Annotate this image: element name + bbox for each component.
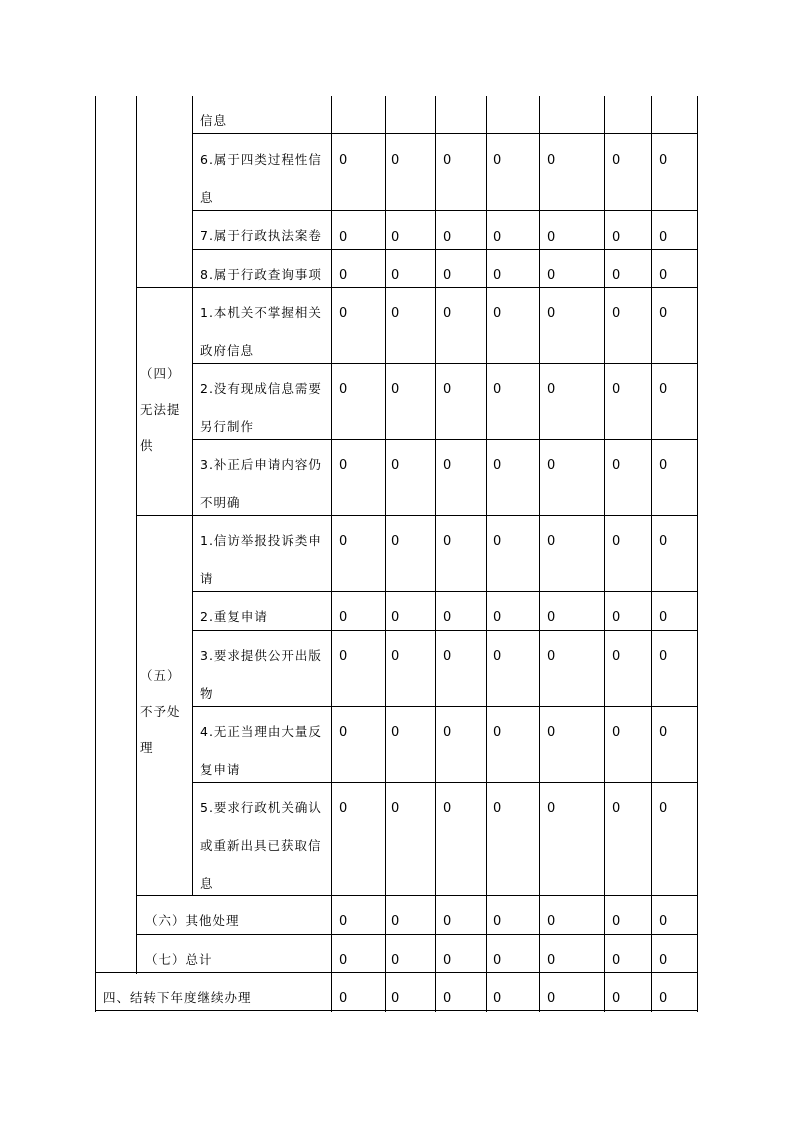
row-label: （六）其他处理 (145, 913, 240, 928)
table-cell-value: 0 (659, 914, 668, 929)
table-cell-value: 0 (443, 610, 452, 625)
table-cell-value: 0 (443, 991, 452, 1006)
table-cell-value: 0 (339, 649, 348, 664)
table-cell-value: 0 (391, 153, 400, 168)
row-label: 1.本机关不掌握相关 政府信息 (200, 305, 322, 358)
table-cell-value: 0 (391, 230, 400, 245)
table-cell-value: 0 (493, 953, 502, 968)
table-cell-value: 0 (339, 725, 348, 740)
table-cell-value: 0 (391, 991, 400, 1006)
row-label: （七）总计 (145, 952, 213, 967)
table-cell-value: 0 (339, 610, 348, 625)
table-cell-value: 0 (612, 725, 621, 740)
table-cell-value: 0 (391, 268, 400, 283)
table-divider-v5 (604, 96, 605, 1012)
table-cell-value: 0 (659, 306, 668, 321)
table-cell-value: 0 (391, 534, 400, 549)
table-cell-value: 0 (547, 914, 556, 929)
table-cell-value: 0 (391, 458, 400, 473)
table-cell-value: 0 (391, 610, 400, 625)
table-cell-value: 0 (612, 230, 621, 245)
row-label: 2.没有现成信息需要 另行制作 (200, 381, 322, 434)
table-cell-value: 0 (659, 991, 668, 1006)
table-divider-v3 (486, 96, 487, 1012)
table-cell-value: 0 (547, 649, 556, 664)
table-cell-value: 0 (339, 953, 348, 968)
row-label: 6.属于四类过程性信 息 (200, 152, 322, 205)
table-cell-value: 0 (443, 230, 452, 245)
table-cell-value: 0 (659, 382, 668, 397)
table-cell-value: 0 (443, 534, 452, 549)
table-cell-value: 0 (659, 534, 668, 549)
table-cell-value: 0 (391, 382, 400, 397)
row-label: 四、结转下年度继续办理 (103, 990, 252, 1005)
table-cell-value: 0 (339, 534, 348, 549)
table-border-left (95, 96, 96, 1012)
table-cell-value: 0 (443, 801, 452, 816)
table-cell-value: 0 (659, 953, 668, 968)
row-label: 3.要求提供公开出版 物 (200, 648, 322, 701)
table-cell-value: 0 (493, 306, 502, 321)
table-cell-value: 0 (493, 153, 502, 168)
table-cell-value: 0 (443, 153, 452, 168)
table-cell-value: 0 (547, 610, 556, 625)
row-label: 2.重复申请 (200, 609, 268, 624)
table-cell-value: 0 (339, 382, 348, 397)
table-cell-value: 0 (443, 914, 452, 929)
table-cell-value: 0 (391, 801, 400, 816)
table-cell-value: 0 (493, 610, 502, 625)
table-cell-value: 0 (547, 230, 556, 245)
table-cell-value: 0 (659, 610, 668, 625)
table-cell-value: 0 (339, 153, 348, 168)
table-cell-value: 0 (391, 725, 400, 740)
table-cell-value: 0 (612, 610, 621, 625)
table-cell-value: 0 (612, 914, 621, 929)
table-cell-value: 0 (659, 649, 668, 664)
table-divider-v2 (435, 96, 436, 1012)
table-cell-value: 0 (547, 458, 556, 473)
table-cell-value: 0 (391, 306, 400, 321)
table-divider-col2 (192, 96, 193, 896)
table-cell-value: 0 (443, 306, 452, 321)
group-label-si: （四） 无法提 供 (140, 366, 181, 453)
table-cell-value: 0 (612, 801, 621, 816)
table-cell-value: 0 (612, 268, 621, 283)
table-cell-value: 0 (659, 268, 668, 283)
table-cell-value: 0 (493, 725, 502, 740)
table-divider-v6 (651, 96, 652, 1012)
table-cell-value: 0 (493, 991, 502, 1006)
table-cell-value: 0 (547, 534, 556, 549)
table-cell-value: 0 (493, 382, 502, 397)
table-cell-value: 0 (612, 382, 621, 397)
table-cell-value: 0 (443, 382, 452, 397)
table-cell-value: 0 (339, 801, 348, 816)
table-divider-v4 (539, 96, 540, 1012)
table-cell-value: 0 (547, 382, 556, 397)
table-divider-label (331, 96, 332, 1012)
table-cell-value: 0 (493, 534, 502, 549)
table-cell-value: 0 (443, 649, 452, 664)
table-cell-value: 0 (659, 725, 668, 740)
table-cell-value: 0 (443, 953, 452, 968)
table-cell-value: 0 (443, 458, 452, 473)
table-cell-value: 0 (612, 306, 621, 321)
table-divider-v1 (385, 96, 386, 1012)
table-divider-col1 (136, 96, 137, 974)
table-cell-value: 0 (547, 991, 556, 1006)
table-cell-value: 0 (339, 914, 348, 929)
row-label: 8.属于行政查询事项 (200, 267, 322, 282)
table-cell-value: 0 (659, 230, 668, 245)
table-cell-value: 0 (493, 268, 502, 283)
table-cell-value: 0 (612, 458, 621, 473)
table-cell-value: 0 (443, 268, 452, 283)
group-label-wu: （五） 不予处 理 (140, 668, 181, 755)
table-cell-value: 0 (547, 268, 556, 283)
table-cell-value: 0 (493, 230, 502, 245)
table-cell-value: 0 (339, 268, 348, 283)
table-cell-value: 0 (612, 153, 621, 168)
table-cell-value: 0 (547, 801, 556, 816)
table-cell-value: 0 (391, 953, 400, 968)
table-cell-value: 0 (612, 953, 621, 968)
table-cell-value: 0 (493, 649, 502, 664)
table-cell-value: 0 (339, 306, 348, 321)
table-cell-value: 0 (391, 649, 400, 664)
row-label: 信息 (200, 113, 228, 128)
table-cell-value: 0 (547, 953, 556, 968)
table-cell-value: 0 (612, 649, 621, 664)
row-label: 4.无正当理由大量反 复申请 (200, 724, 322, 777)
row-label: 7.属于行政执法案卷 (200, 228, 322, 243)
table-cell-value: 0 (443, 725, 452, 740)
table-cell-value: 0 (612, 991, 621, 1006)
table-cell-value: 0 (339, 230, 348, 245)
table-border-right (697, 96, 698, 1012)
row-label: 3.补正后申请内容仍 不明确 (200, 457, 322, 510)
table-cell-value: 0 (493, 801, 502, 816)
table-cell-value: 0 (547, 306, 556, 321)
table-cell-value: 0 (659, 801, 668, 816)
table-cell-value: 0 (659, 458, 668, 473)
table-cell-value: 0 (493, 458, 502, 473)
table-cell-value: 0 (659, 153, 668, 168)
table-cell-value: 0 (339, 991, 348, 1006)
row-label: 5.要求行政机关确认 或重新出具已获取信 息 (200, 800, 322, 891)
table-cell-value: 0 (547, 725, 556, 740)
table-cell-value: 0 (493, 914, 502, 929)
table-cell-value: 0 (612, 534, 621, 549)
row-label: 1.信访举报投诉类申 请 (200, 533, 322, 586)
table-cell-value: 0 (547, 153, 556, 168)
table-cell-value: 0 (391, 914, 400, 929)
table-cell-value: 0 (339, 458, 348, 473)
